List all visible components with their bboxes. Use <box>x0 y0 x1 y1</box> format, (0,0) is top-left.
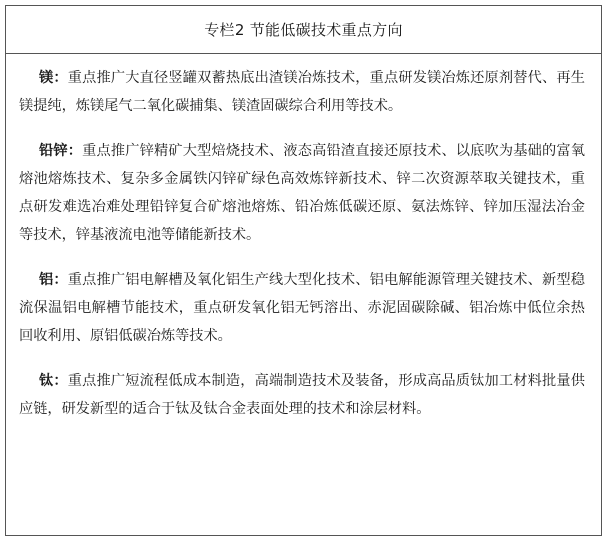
column-title: 专栏2 节能低碳技术重点方向 <box>6 6 601 54</box>
section-heading: 铝： <box>39 272 68 288</box>
section-heading: 钛： <box>39 373 68 389</box>
column-box <box>5 5 602 536</box>
column-content <box>6 54 601 423</box>
section-magnesium <box>19 64 585 120</box>
section-text: 重点推广短流程低成本制造，高端制造技术及装备，形成高品质钛加工材料批量供应链，研发新型的适合于钛及钛合金表面处理的技术和涂层材料。 <box>19 373 585 417</box>
section-lead-zinc <box>19 137 585 249</box>
section-aluminum <box>19 266 585 350</box>
section-heading: 铅锌： <box>39 143 83 159</box>
section-titanium <box>19 367 585 423</box>
section-text: 重点推广锌精矿大型焙烧技术、液态高铅渣直接还原技术、以底吹为基础的富氧熔池熔炼技术、复杂多金属铁闪锌矿绿色高效炼锌新技术、锌二次资源萃取关键技术，重点研发难选冶难处理铅锌复合矿熔池熔炼、铅冶炼低碳还原、氨法炼锌、锌加压湿法冶金等技术，锌基液流电池等储能新技术。 <box>19 143 585 243</box>
section-text: 重点推广大直径竖罐双蓄热底出渣镁冶炼技术，重点研发镁冶炼还原剂替代、再生镁提纯，炼镁尾气二氧化碳捕集、镁渣固碳综合利用等技术。 <box>19 70 585 114</box>
section-heading: 镁： <box>39 70 68 86</box>
section-text: 重点推广铝电解槽及氧化铝生产线大型化技术、铝电解能源管理关键技术、新型稳流保温铝电解槽节能技术，重点研发氧化铝无钙溶出、赤泥固碳除碱、铝冶炼中低位余热回收利用、原铝低碳冶炼等技术。 <box>19 272 585 344</box>
